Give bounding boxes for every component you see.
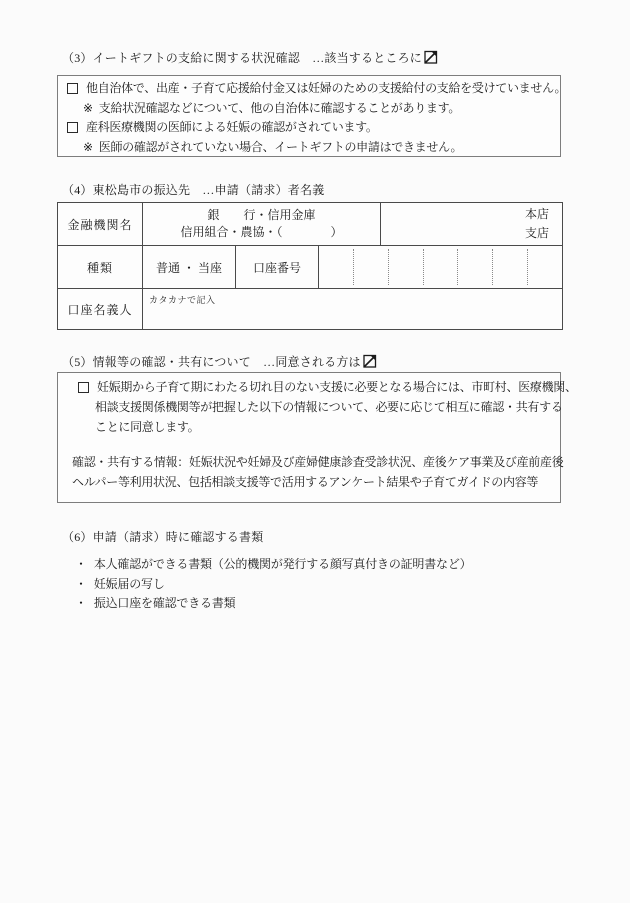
status-confirmation-box	[57, 75, 567, 157]
consent-text-row	[95, 420, 199, 435]
account-digit-cell[interactable]	[527, 249, 562, 285]
account-kind-row	[58, 245, 562, 288]
account-digit-cell[interactable]	[388, 249, 423, 285]
section-3-heading	[62, 49, 438, 68]
section-5-heading	[62, 353, 377, 372]
bullet-dot: ・	[75, 596, 87, 610]
account-kind-options-cell[interactable]	[142, 246, 235, 288]
account-holder-row	[58, 288, 562, 329]
account-number-label-cell	[235, 246, 318, 288]
note-marker: ※	[83, 101, 93, 115]
account-holder-input-cell[interactable]	[142, 289, 562, 329]
bullet-text: 振込口座を確認できる書類	[93, 596, 236, 610]
bullet-text: 妊娠届の写し	[93, 577, 165, 591]
bank-name-row	[58, 203, 562, 245]
bullet-dot: ・	[75, 577, 87, 591]
account-digit-cell[interactable]	[319, 249, 353, 285]
document-bullet-item	[75, 594, 235, 611]
section-3-heading-text: （3）イートギフトの支給に関する状況確認 …該当するところに	[62, 51, 423, 65]
account-number-label: 口座番号	[252, 260, 301, 275]
document-bullet-item	[75, 575, 165, 592]
checkbox-label: 産科医療機関の医師による妊娠の確認がされています。	[86, 120, 378, 134]
shared-info-row	[72, 475, 538, 490]
katakana-hint: カタカナで記入	[149, 295, 216, 305]
bank-type-line2: 信用組合・農協・（ ）	[180, 225, 343, 239]
account-digit-cell[interactable]	[353, 249, 388, 285]
account-kind-options: 普通 ・ 当座	[155, 260, 222, 275]
shared-info-row	[72, 455, 563, 470]
branch-option-honten: 本店	[524, 207, 549, 221]
document-bullet-item	[75, 555, 471, 572]
bank-type-line1: 銀 行・信用金庫	[207, 208, 316, 222]
bullet-text: 本人確認ができる書類（公的機関が発行する顔写真付きの証明書など）	[93, 557, 472, 571]
section-6-heading-text: （6）申請（請求）時に確認する書類	[62, 530, 264, 544]
consent-text-line1: 妊娠期から子育て期にわたる切れ目のない支援に必要となる場合には、市町村、医療機関、	[97, 380, 577, 394]
account-kind-label: 種類	[86, 260, 113, 275]
consent-box	[57, 372, 577, 503]
note-marker: ※	[83, 140, 93, 154]
status-note-row	[83, 101, 460, 116]
status-row-doctor-confirm	[67, 120, 378, 135]
branch-option-shiten: 支店	[524, 226, 549, 240]
section-5-heading-text: （5）情報等の確認・共有について …同意される方は	[62, 355, 361, 369]
bank-name-input-cell[interactable]	[142, 203, 380, 245]
checked-box-icon	[424, 50, 438, 68]
checkbox[interactable]	[67, 122, 78, 133]
checkbox[interactable]	[78, 382, 89, 393]
shared-info-line2: ヘルパー等利用状況、包括相談支援等で活用するアンケート結果や子育てガイドの内容等	[72, 475, 539, 489]
account-number-cells[interactable]	[318, 246, 562, 288]
account-kind-label-cell	[58, 246, 142, 288]
checkbox[interactable]	[67, 83, 78, 94]
note-text: 支給状況確認などについて、他の自治体に確認することがあります。	[98, 101, 461, 115]
status-row-other-city	[67, 81, 566, 96]
consent-text-line2: 相談支援関係機関等が把握した以下の情報について、必要に応じて相互に確認・共有する	[95, 400, 563, 414]
bank-name-label: 金融機関名	[67, 217, 133, 232]
bank-transfer-table	[57, 202, 563, 330]
account-holder-label: 口座名義人	[67, 302, 133, 317]
consent-text-line3: ことに同意します。	[95, 420, 200, 434]
account-digit-cell[interactable]	[457, 249, 492, 285]
shared-info-line1: 確認・共有する情報：妊娠状況や妊婦及び産婦健康診査受診状況、産後ケア事業及び産前産後	[72, 455, 564, 469]
status-note-row	[83, 140, 462, 155]
checkbox-label: 他自治体で、出産・子育て応援給付金又は妊婦のための支援給付の支給を受けていません。	[86, 81, 567, 95]
account-digit-cell[interactable]	[492, 249, 527, 285]
note-text: 医師の確認がされていない場合、イートギフトの申請はできません。	[98, 140, 463, 154]
bank-name-label-cell	[58, 203, 142, 245]
consent-text-row	[95, 400, 563, 415]
account-holder-label-cell	[58, 289, 142, 329]
checked-box-icon	[363, 354, 377, 372]
branch-input-cell[interactable]	[380, 203, 562, 245]
section-4-heading-text: （4）東松島市の振込先 …申請（請求）者名義	[62, 183, 325, 197]
consent-checkbox-row	[78, 380, 577, 395]
section-6-heading	[62, 528, 263, 545]
account-digit-cell[interactable]	[423, 249, 458, 285]
section-4-heading	[62, 181, 324, 198]
bullet-dot: ・	[75, 557, 87, 571]
